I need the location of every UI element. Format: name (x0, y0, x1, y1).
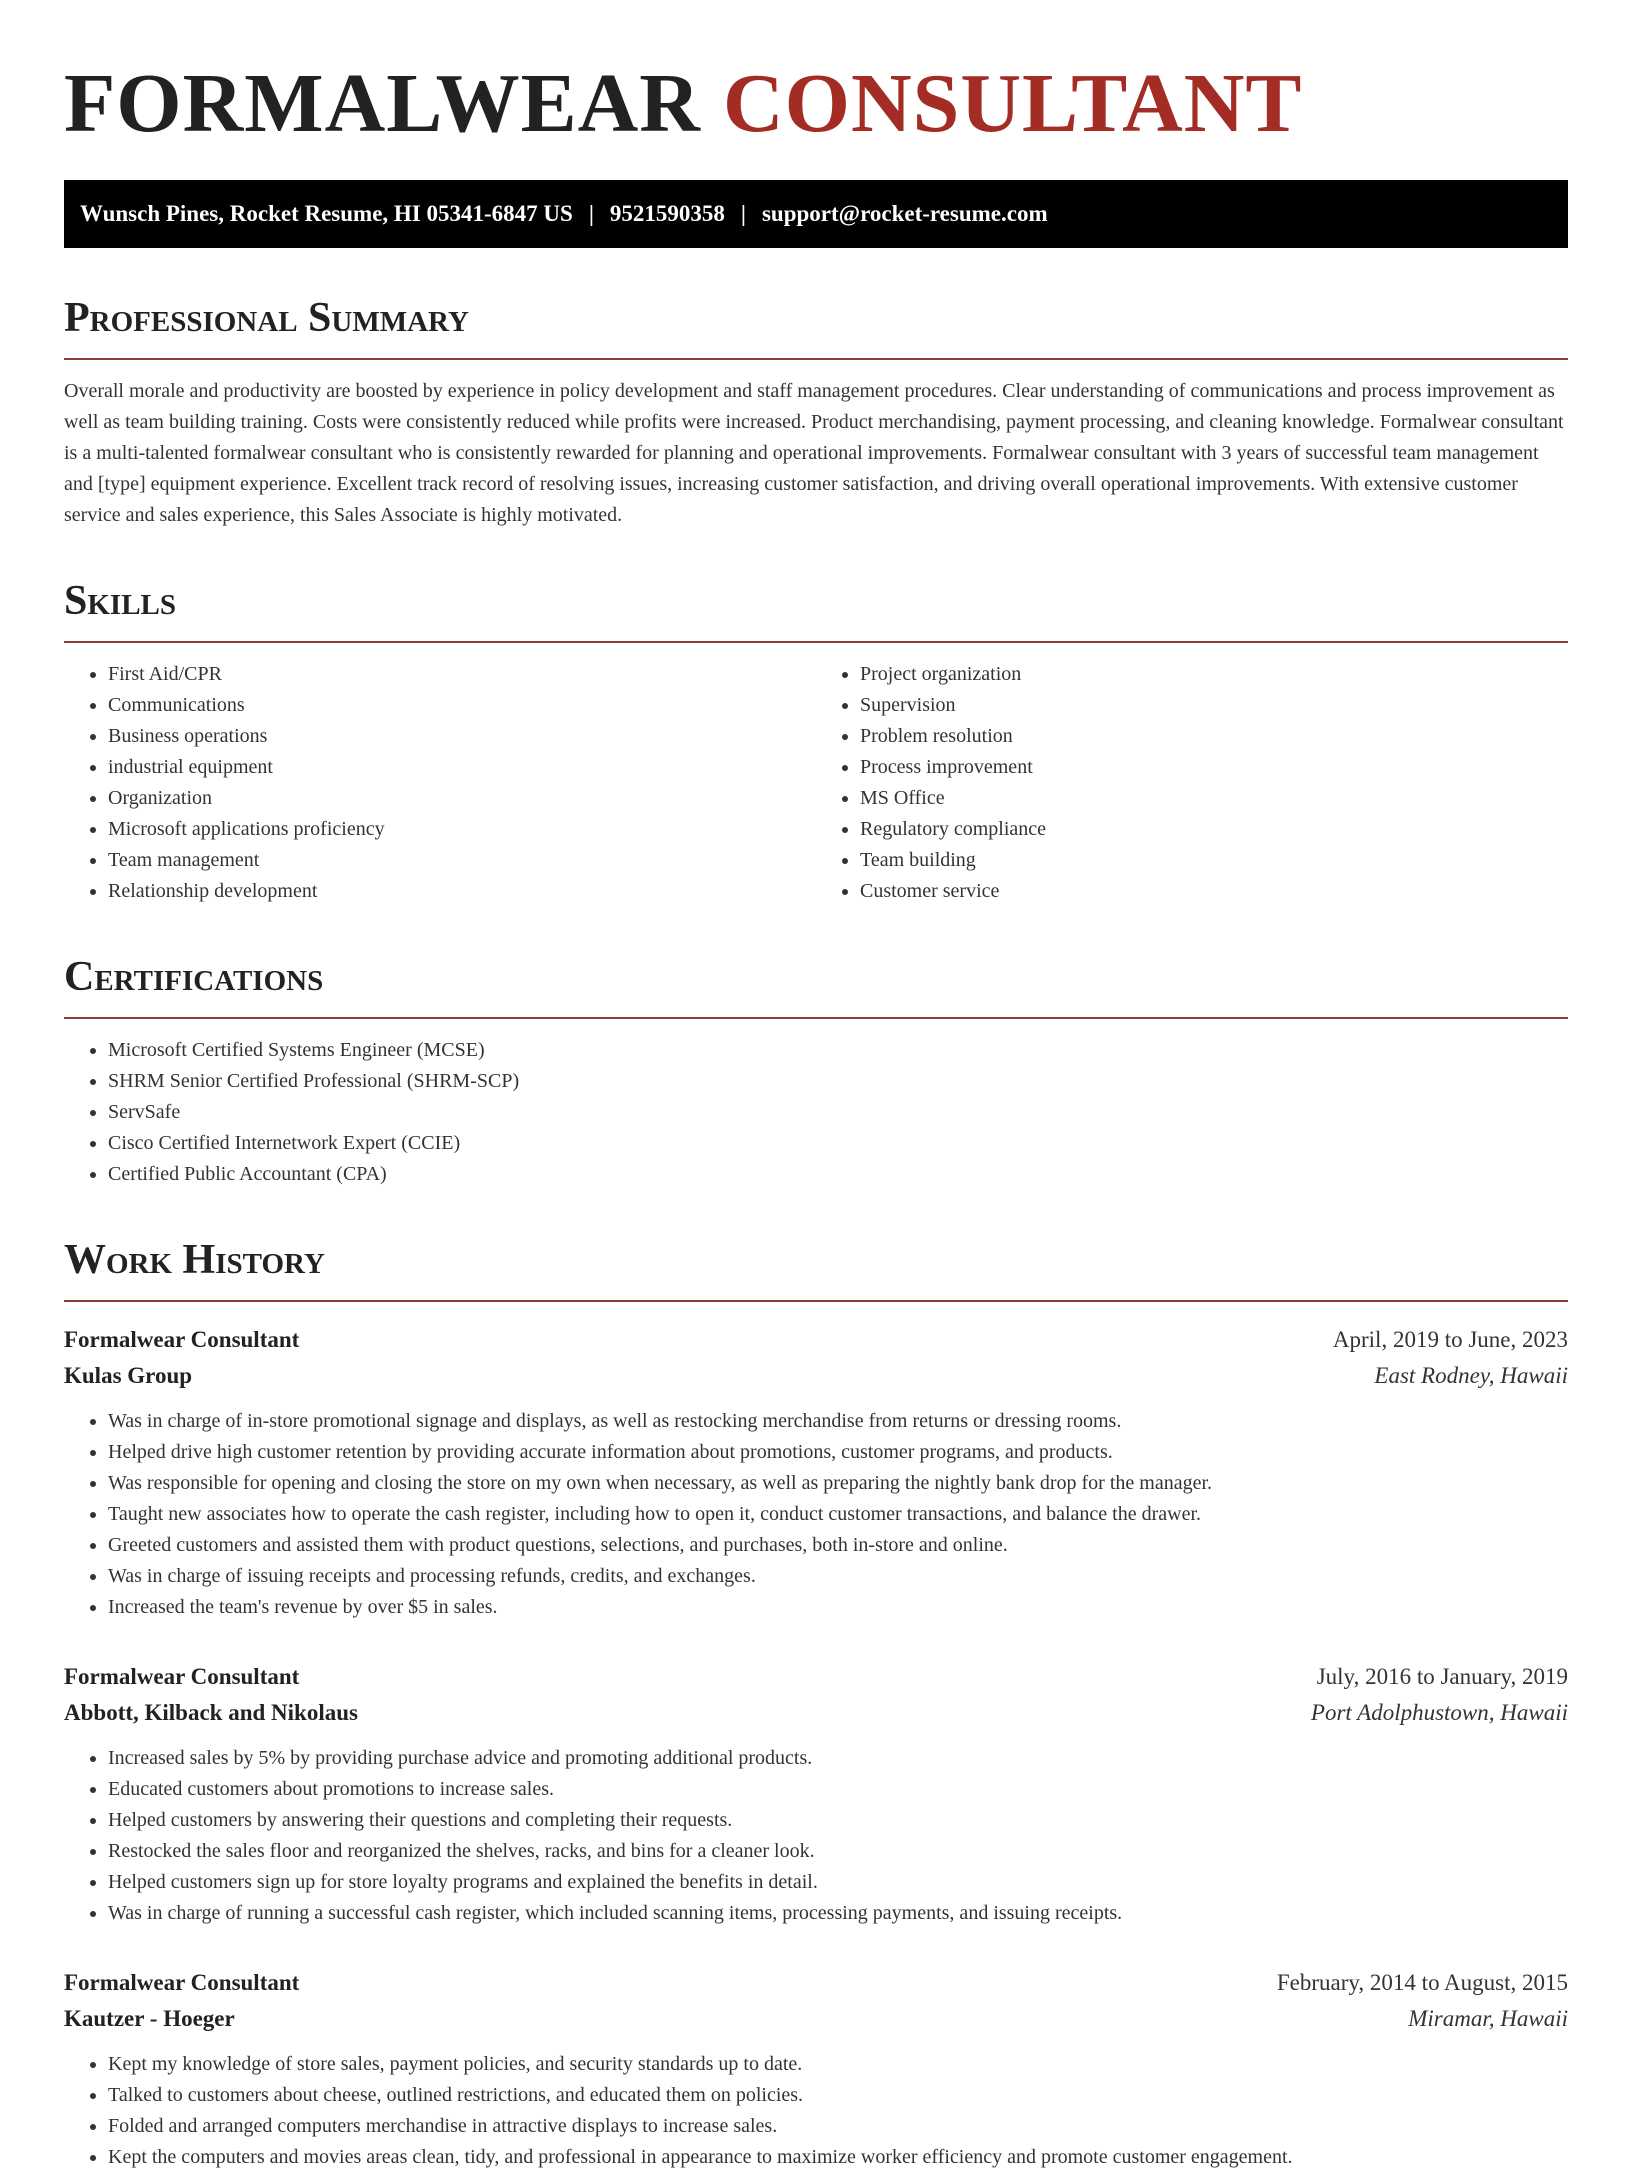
job-dates: July, 2016 to January, 2019 (1316, 1664, 1568, 1689)
job-location: Miramar, Hawaii (1408, 2006, 1568, 2031)
job-bullet: • Greeted customers and assisted them with product questions, selections, and purchases, both in-store and online. (108, 1530, 1568, 1561)
job-bullet: • Talked to customers about cheese, outlined restrictions, and educated them on policies. (108, 2080, 1568, 2111)
job-header-row (64, 1659, 1568, 1695)
skill-item: • Customer service (860, 876, 1568, 907)
skill-item: • Project organization (860, 659, 1568, 690)
work-history-section (64, 1234, 1568, 2173)
job-bullet: • Kept the computers and movies areas clean, tidy, and professional in appearance to maximize worker efficiency and promote customer engagement. (108, 2142, 1568, 2173)
skill-item: • Process improvement (860, 752, 1568, 783)
contact-email: support@rocket-resume.com (761, 201, 1048, 226)
certifications-list (64, 1035, 1568, 1190)
job-bullets (64, 1406, 1568, 1623)
summary-text: Overall morale and productivity are boosted by experience in policy development and staff management procedures. Clear understanding of communications and process improvement as well as team building training. Costs were consistently reduced while profits were increased. Product merchandising, payment processing, and cleaning knowledge. Formalwear consultant is a multi-talented formalwear consultant who is consistently rewarded for planning and operational improvements. Formalwear consultant with 3 years of successful team management and [type] equipment experience. Excellent track record of resolving issues, increasing customer satisfaction, and driving overall operational improvements. With extensive customer service and sales experience, this Sales Associate is highly motivated. (64, 380, 1564, 526)
job-title: Formalwear Consultant (64, 1327, 300, 1352)
job-bullet: • Increased the team's revenue by over $5 in sales. (108, 1592, 1568, 1623)
job-title: Formalwear Consultant (64, 1970, 300, 1995)
job-bullet: • Helped customers by answering their questions and completing their requests. (108, 1805, 1568, 1836)
skills-section (64, 575, 1568, 907)
job-company-row (64, 1695, 1568, 1731)
section-divider (64, 358, 1568, 360)
job-bullets (64, 2049, 1568, 2173)
job-bullets (64, 1743, 1568, 1929)
job-entry (64, 1965, 1568, 2173)
section-divider (64, 641, 1568, 643)
job-header-row (64, 1322, 1568, 1358)
contact-bar (64, 180, 1568, 248)
skill-item: • MS Office (860, 783, 1568, 814)
job-bullet: • Educated customers about promotions to increase sales. (108, 1774, 1568, 1805)
contact-separator: | (588, 201, 594, 226)
skills-heading: Skills (64, 578, 177, 624)
skills-list-right (816, 659, 1568, 907)
job-title: Formalwear Consultant (64, 1664, 300, 1689)
job-location: East Rodney, Hawaii (1374, 1363, 1568, 1388)
job-bullet: • Was in charge of issuing receipts and processing refunds, credits, and exchanges. (108, 1561, 1568, 1592)
certification-item: • Cisco Certified Internetwork Expert (CCIE) (108, 1128, 1568, 1159)
job-bullet: • Was in charge of running a successful cash register, which included scanning items, processing payments, and issuing receipts. (108, 1898, 1568, 1929)
job-bullet: • Taught new associates how to operate the cash register, including how to open it, conduct customer transactions, and balance the drawer. (108, 1499, 1568, 1530)
job-company: Kautzer - Hoeger (64, 2006, 235, 2031)
certification-item: • Microsoft Certified Systems Engineer (MCSE) (108, 1035, 1568, 1066)
skill-item: • Problem resolution (860, 721, 1568, 752)
job-bullet: • Helped drive high customer retention by providing accurate information about promotions, customer programs, and products. (108, 1437, 1568, 1468)
certification-item: • Certified Public Accountant (CPA) (108, 1159, 1568, 1190)
skill-item: • industrial equipment (108, 752, 816, 783)
job-bullet: • Restocked the sales floor and reorganized the shelves, racks, and bins for a cleaner look. (108, 1836, 1568, 1867)
resume-title (64, 0, 1568, 152)
job-bullet: • Kept my knowledge of store sales, payment policies, and security standards up to date. (108, 2049, 1568, 2080)
contact-address: Wunsch Pines, Rocket Resume, HI 05341-6847 US (80, 201, 573, 226)
job-company: Abbott, Kilback and Nikolaus (64, 1700, 358, 1725)
job-company-row (64, 2001, 1568, 2037)
certification-item: • ServSafe (108, 1097, 1568, 1128)
skill-item: • Business operations (108, 721, 816, 752)
summary-section (64, 292, 1568, 531)
work-history-heading: Work History (64, 1237, 325, 1283)
job-dates: February, 2014 to August, 2015 (1276, 1970, 1568, 1995)
job-header-row (64, 1965, 1568, 2001)
skills-list-left (64, 659, 816, 907)
skill-item: • Regulatory compliance (860, 814, 1568, 845)
job-company: Kulas Group (64, 1363, 193, 1388)
section-divider (64, 1017, 1568, 1019)
certifications-section (64, 951, 1568, 1190)
job-dates: April, 2019 to June, 2023 (1332, 1327, 1568, 1352)
skills-grid (64, 659, 1568, 907)
job-bullet: • Increased sales by 5% by providing purchase advice and promoting additional products. (108, 1743, 1568, 1774)
job-entry (64, 1322, 1568, 1623)
job-bullet: • Was in charge of in-store promotional signage and displays, as well as restocking merchandise from returns or dressing rooms. (108, 1406, 1568, 1437)
skill-item: • Team building (860, 845, 1568, 876)
skill-item: • Microsoft applications proficiency (108, 814, 816, 845)
job-company-row (64, 1358, 1568, 1394)
certification-item: • SHRM Senior Certified Professional (SHRM-SCP) (108, 1066, 1568, 1097)
title-first-word: FORMALWEAR (64, 57, 701, 150)
summary-heading: Professional Summary (64, 295, 469, 341)
job-bullet: • Helped customers sign up for store loyalty programs and explained the benefits in detail. (108, 1867, 1568, 1898)
certifications-heading: Certifications (64, 954, 324, 1000)
skill-item: • Communications (108, 690, 816, 721)
section-divider (64, 1300, 1568, 1302)
job-location: Port Adolphustown, Hawaii (1310, 1700, 1568, 1725)
skill-item: • First Aid/CPR (108, 659, 816, 690)
skill-item: • Relationship development (108, 876, 816, 907)
skill-item: • Team management (108, 845, 816, 876)
skill-item: • Organization (108, 783, 816, 814)
job-bullet: • Folded and arranged computers merchandise in attractive displays to increase sales. (108, 2111, 1568, 2142)
contact-separator: | (740, 201, 746, 226)
contact-phone: 9521590358 (609, 201, 725, 226)
skill-item: • Supervision (860, 690, 1568, 721)
job-bullet: • Was responsible for opening and closing the store on my own when necessary, as well as preparing the nightly bank drop for the manager. (108, 1468, 1568, 1499)
title-second-word: CONSULTANT (722, 57, 1303, 150)
job-entry (64, 1659, 1568, 1929)
